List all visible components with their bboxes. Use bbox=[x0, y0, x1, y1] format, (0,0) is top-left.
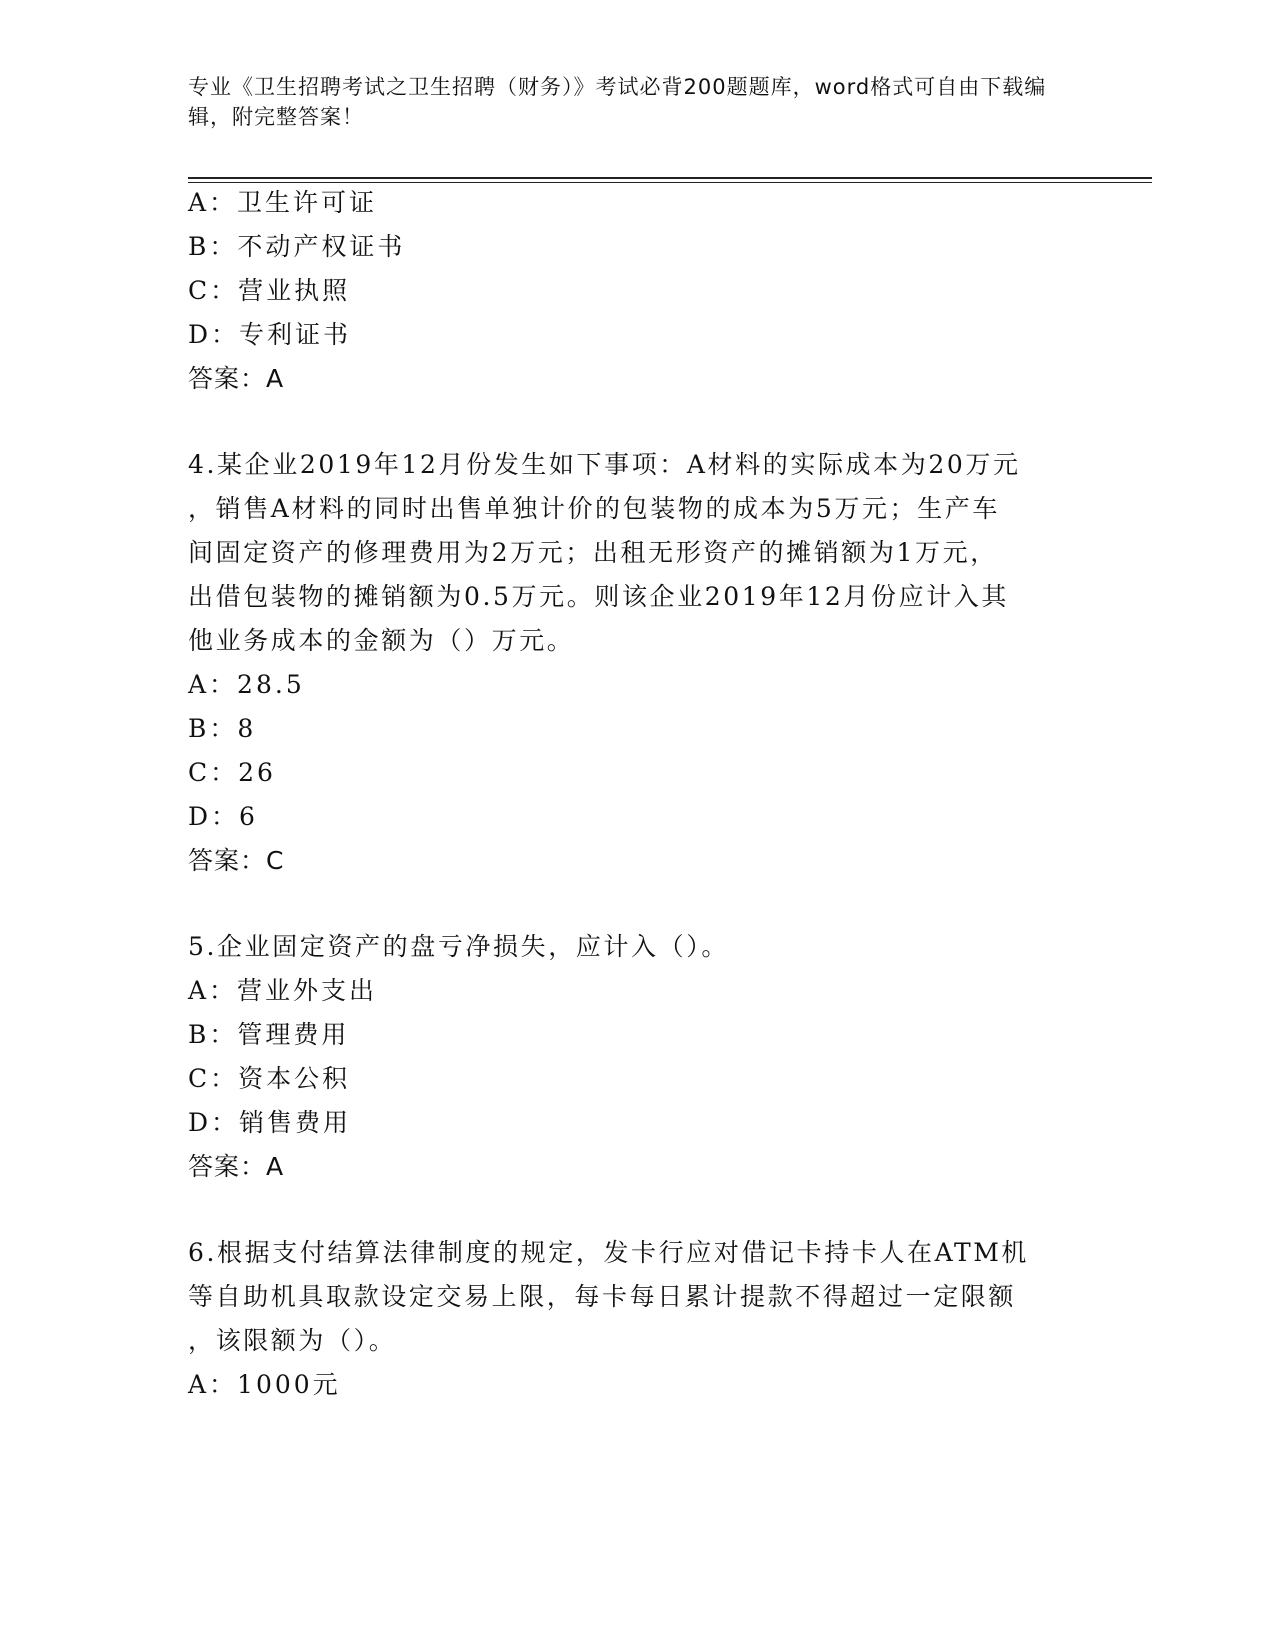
q4-stem-line-5: 他业务成本的金额为（）万元。 bbox=[188, 626, 575, 655]
q5-option-b: B：管理费用 bbox=[188, 1020, 350, 1049]
q3-option-b: B：不动产权证书 bbox=[188, 232, 406, 261]
q4-stem-line-4: 出借包装物的摊销额为0.5万元。则该企业2019年12月份应计入其 bbox=[188, 582, 1009, 611]
q4-option-b: B：8 bbox=[188, 714, 257, 743]
q6-stem-line-2: 等自助机具取款设定交易上限，每卡每日累计提款不得超过一定限额 bbox=[188, 1282, 1017, 1311]
q4-answer: 答案：C bbox=[188, 846, 285, 875]
q3-option-a: A：卫生许可证 bbox=[188, 188, 378, 217]
q4-stem-line-2: ，销售A材料的同时出售单独计价的包装物的成本为5万元；生产车 bbox=[188, 494, 1000, 523]
q6-stem-line-1: 6.根据支付结算法律制度的规定，发卡行应对借记卡持卡人在ATM机 bbox=[188, 1238, 1030, 1267]
q5-option-c: C：资本公积 bbox=[188, 1064, 351, 1093]
q5-option-d: D：销售费用 bbox=[188, 1108, 352, 1137]
q4-option-c: C：26 bbox=[188, 758, 276, 787]
q3-option-c: C：营业执照 bbox=[188, 276, 351, 305]
q3-answer: 答案：A bbox=[188, 364, 285, 393]
q6-stem-line-3: ，该限额为（）。 bbox=[188, 1326, 397, 1355]
header-divider-thin bbox=[188, 182, 1152, 183]
q5-option-a: A：营业外支出 bbox=[188, 976, 378, 1005]
q4-stem-line-3: 间固定资产的修理费用为2万元；出租无形资产的摊销额为1万元， bbox=[188, 538, 998, 567]
q3-option-d: D：专利证书 bbox=[188, 320, 352, 349]
q4-stem-line-1: 4.某企业2019年12月份发生如下事项：A材料的实际成本为20万元 bbox=[188, 450, 1021, 479]
document-header: 专业《卫生招聘考试之卫生招聘（财务）》考试必背200题题库，word格式可自由下载编辑，附完整答案！ bbox=[188, 75, 1047, 129]
header-divider-thick bbox=[188, 177, 1152, 179]
q5-stem-line-1: 5.企业固定资产的盘亏净损失，应计入（）。 bbox=[188, 932, 729, 961]
q4-option-a: A：28.5 bbox=[188, 670, 305, 699]
q4-option-d: D：6 bbox=[188, 802, 258, 831]
q6-option-a: A：1000元 bbox=[188, 1370, 341, 1399]
q5-answer: 答案：A bbox=[188, 1152, 285, 1181]
